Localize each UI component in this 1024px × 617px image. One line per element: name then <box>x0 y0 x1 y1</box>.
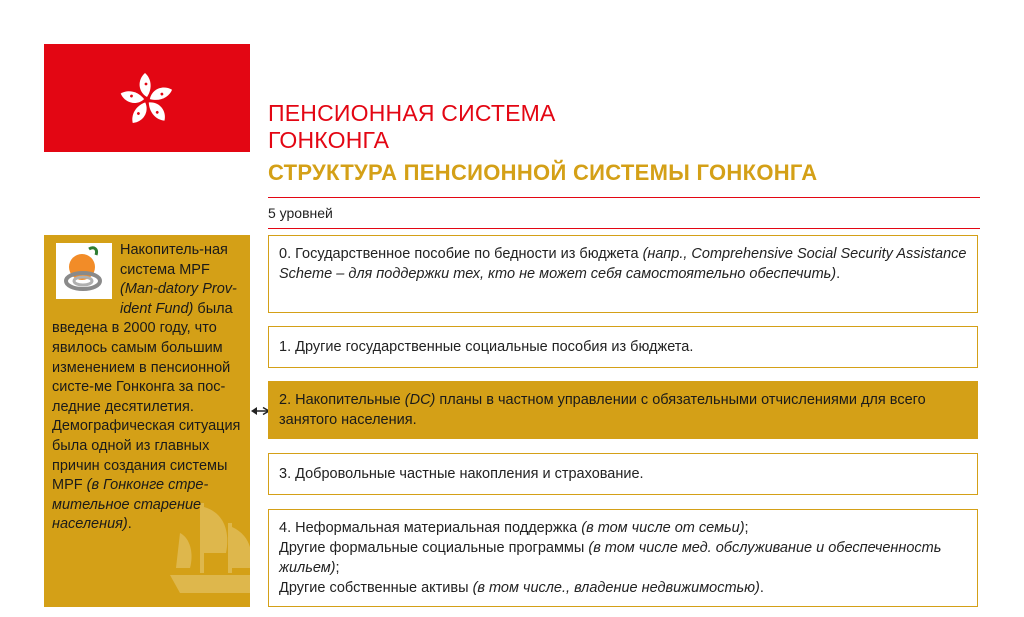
level-4-l3-end: . <box>759 580 764 596</box>
mpf-text-2-italic: (в Гонконге стре-мительное старение населения) <box>52 477 209 533</box>
title-line-2: ГОНКОНГА <box>268 127 390 153</box>
mpf-text-end: . <box>127 516 132 533</box>
title-line-1: ПЕНСИОННАЯ СИСТЕМА <box>268 100 556 126</box>
mpf-text-1-italic: (Man-datory Prov-ident Fund) <box>120 281 237 317</box>
mpf-text-2: была введена в 2000 году, что явилось самым большим изменением в пенсионной систе-ме Гонконга за пос-ледние десятилетия. Демографическая ситуация была одной из главных причин создания системы MPF <box>52 300 241 494</box>
double-arrow-icon <box>250 406 270 416</box>
level-0-box <box>268 235 978 313</box>
hong-kong-flag-icon <box>117 70 177 130</box>
hong-kong-flag <box>44 44 250 152</box>
mpf-text-1: Накопитель-ная система MPF <box>120 242 228 278</box>
level-4-l1-text: 4. Неформальная материальная поддержка <box>279 520 582 536</box>
level-4-l2-end: ; <box>335 560 340 576</box>
sidebar-panel <box>44 235 250 607</box>
level-4-l2-italic: (в том числе мед. обслуживание и обеспеченность жильем) <box>279 540 942 576</box>
level-2-italic: (DC) <box>404 392 436 408</box>
page-title <box>268 100 556 154</box>
level-4-l1-end: ; <box>744 520 749 536</box>
level-4-l3-text: Другие собственные активы <box>279 580 473 596</box>
level-0-text: 0. Государственное пособие по бедности из бюджета <box>279 246 643 262</box>
mpf-description <box>52 241 248 535</box>
level-0-end: . <box>836 266 841 282</box>
level-4-line-1 <box>279 518 967 538</box>
page-subtitle: СТРУКТУРА ПЕНСИОННОЙ СИСТЕМЫ ГОНКОНГА <box>268 160 818 185</box>
level-3-box <box>268 453 978 495</box>
level-4-l1-italic: (в том числе от семьи) <box>581 520 745 536</box>
level-4-line-2 <box>279 538 967 578</box>
level-3-text: 3. Добровольные частные накопления и страхование. <box>279 466 644 482</box>
divider <box>268 228 980 229</box>
divider <box>268 197 980 198</box>
level-4-l3-italic: (в том числе., владение недвижимостью) <box>472 580 760 596</box>
level-1-text: 1. Другие государственные социальные пособия из бюджета. <box>279 339 694 355</box>
level-4-box <box>268 509 978 607</box>
levels-count: 5 уровней <box>268 205 333 221</box>
level-4-l2-text: Другие формальные социальные программы <box>279 540 589 556</box>
level-1-box <box>268 326 978 368</box>
level-2-box <box>268 381 978 439</box>
level-0-italic: (напр., Comprehensive Social Security Assistance Scheme – для поддержки тех, кто не может себя самостоятельно обеспечить) <box>279 246 967 282</box>
level-4-line-3 <box>279 578 967 598</box>
level-2-text: 2. Накопительные <box>279 392 405 408</box>
level-2-end: планы в частном управлении с обязательными отчислениями для всего занятого населения. <box>279 392 926 428</box>
